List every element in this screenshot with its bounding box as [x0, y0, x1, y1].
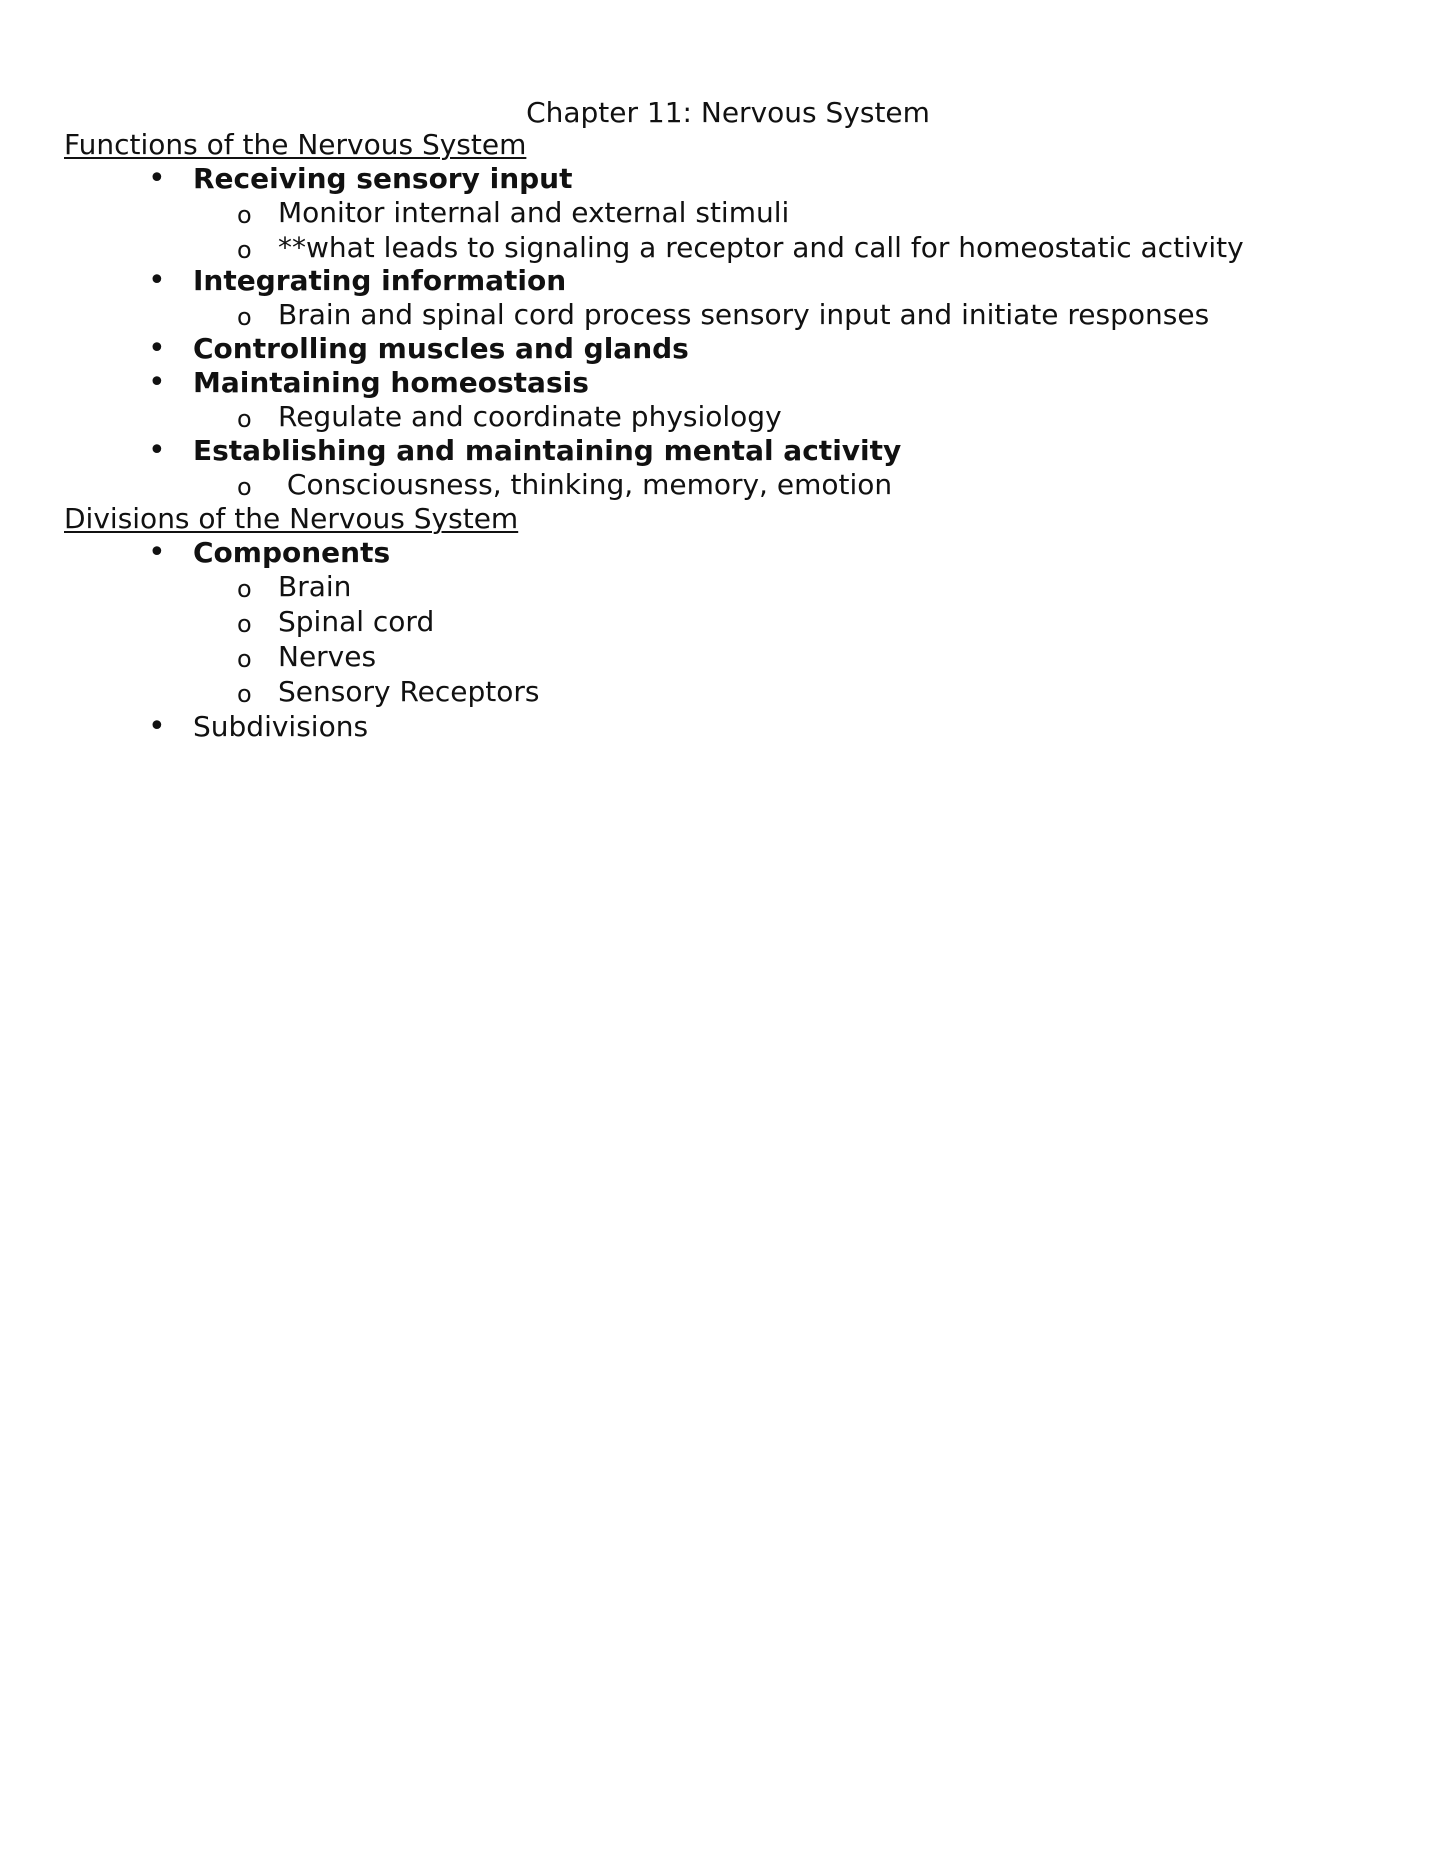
bullet-icon: • [148, 161, 166, 196]
bullet-icon: • [148, 433, 166, 468]
list-item-label: Integrating information [193, 264, 567, 297]
list-item-label: Receiving sensory input [193, 162, 573, 195]
bullet-icon: • [148, 709, 166, 744]
bullet-icon: • [148, 535, 166, 570]
list-item-label: Components [193, 536, 391, 569]
sub-bullet-icon: o [237, 610, 252, 638]
bullet-icon: • [148, 331, 166, 366]
sub-list-item-label: Consciousness, thinking, memory, emotion [278, 468, 893, 501]
sub-list-item-label: Regulate and coordinate physiology [278, 400, 782, 433]
list-item-label: Establishing and maintaining mental activity [193, 434, 902, 467]
list-item-label: Controlling muscles and glands [193, 332, 689, 365]
sub-bullet-icon: o [237, 236, 252, 264]
list-item-label: Maintaining homeostasis [193, 366, 589, 399]
section-heading-divisions: Divisions of the Nervous System [64, 502, 519, 535]
sub-bullet-icon: o [237, 473, 252, 501]
sub-bullet-icon: o [237, 303, 252, 331]
sub-bullet-icon: o [237, 680, 252, 708]
page-title: Chapter 11: Nervous System [526, 96, 930, 129]
sub-list-item-label: Nerves [278, 640, 377, 673]
bullet-icon: • [148, 263, 166, 298]
list-item-label: Subdivisions [193, 710, 369, 743]
sub-list-item-label: **what leads to signaling a receptor and call for homeostatic activity [278, 231, 1244, 264]
sub-bullet-icon: o [237, 405, 252, 433]
sub-bullet-icon: o [237, 645, 252, 673]
sub-bullet-icon: o [237, 575, 252, 603]
sub-list-item-label: Brain and spinal cord process sensory input and initiate responses [278, 298, 1210, 331]
section-heading-functions: Functions of the Nervous System [64, 128, 527, 161]
sub-bullet-icon: o [237, 201, 252, 229]
sub-list-item-label: Sensory Receptors [278, 675, 540, 708]
sub-list-item-label: Spinal cord [278, 605, 435, 638]
sub-list-item-label: Brain [278, 570, 352, 603]
bullet-icon: • [148, 365, 166, 400]
sub-list-item-label: Monitor internal and external stimuli [278, 196, 790, 229]
